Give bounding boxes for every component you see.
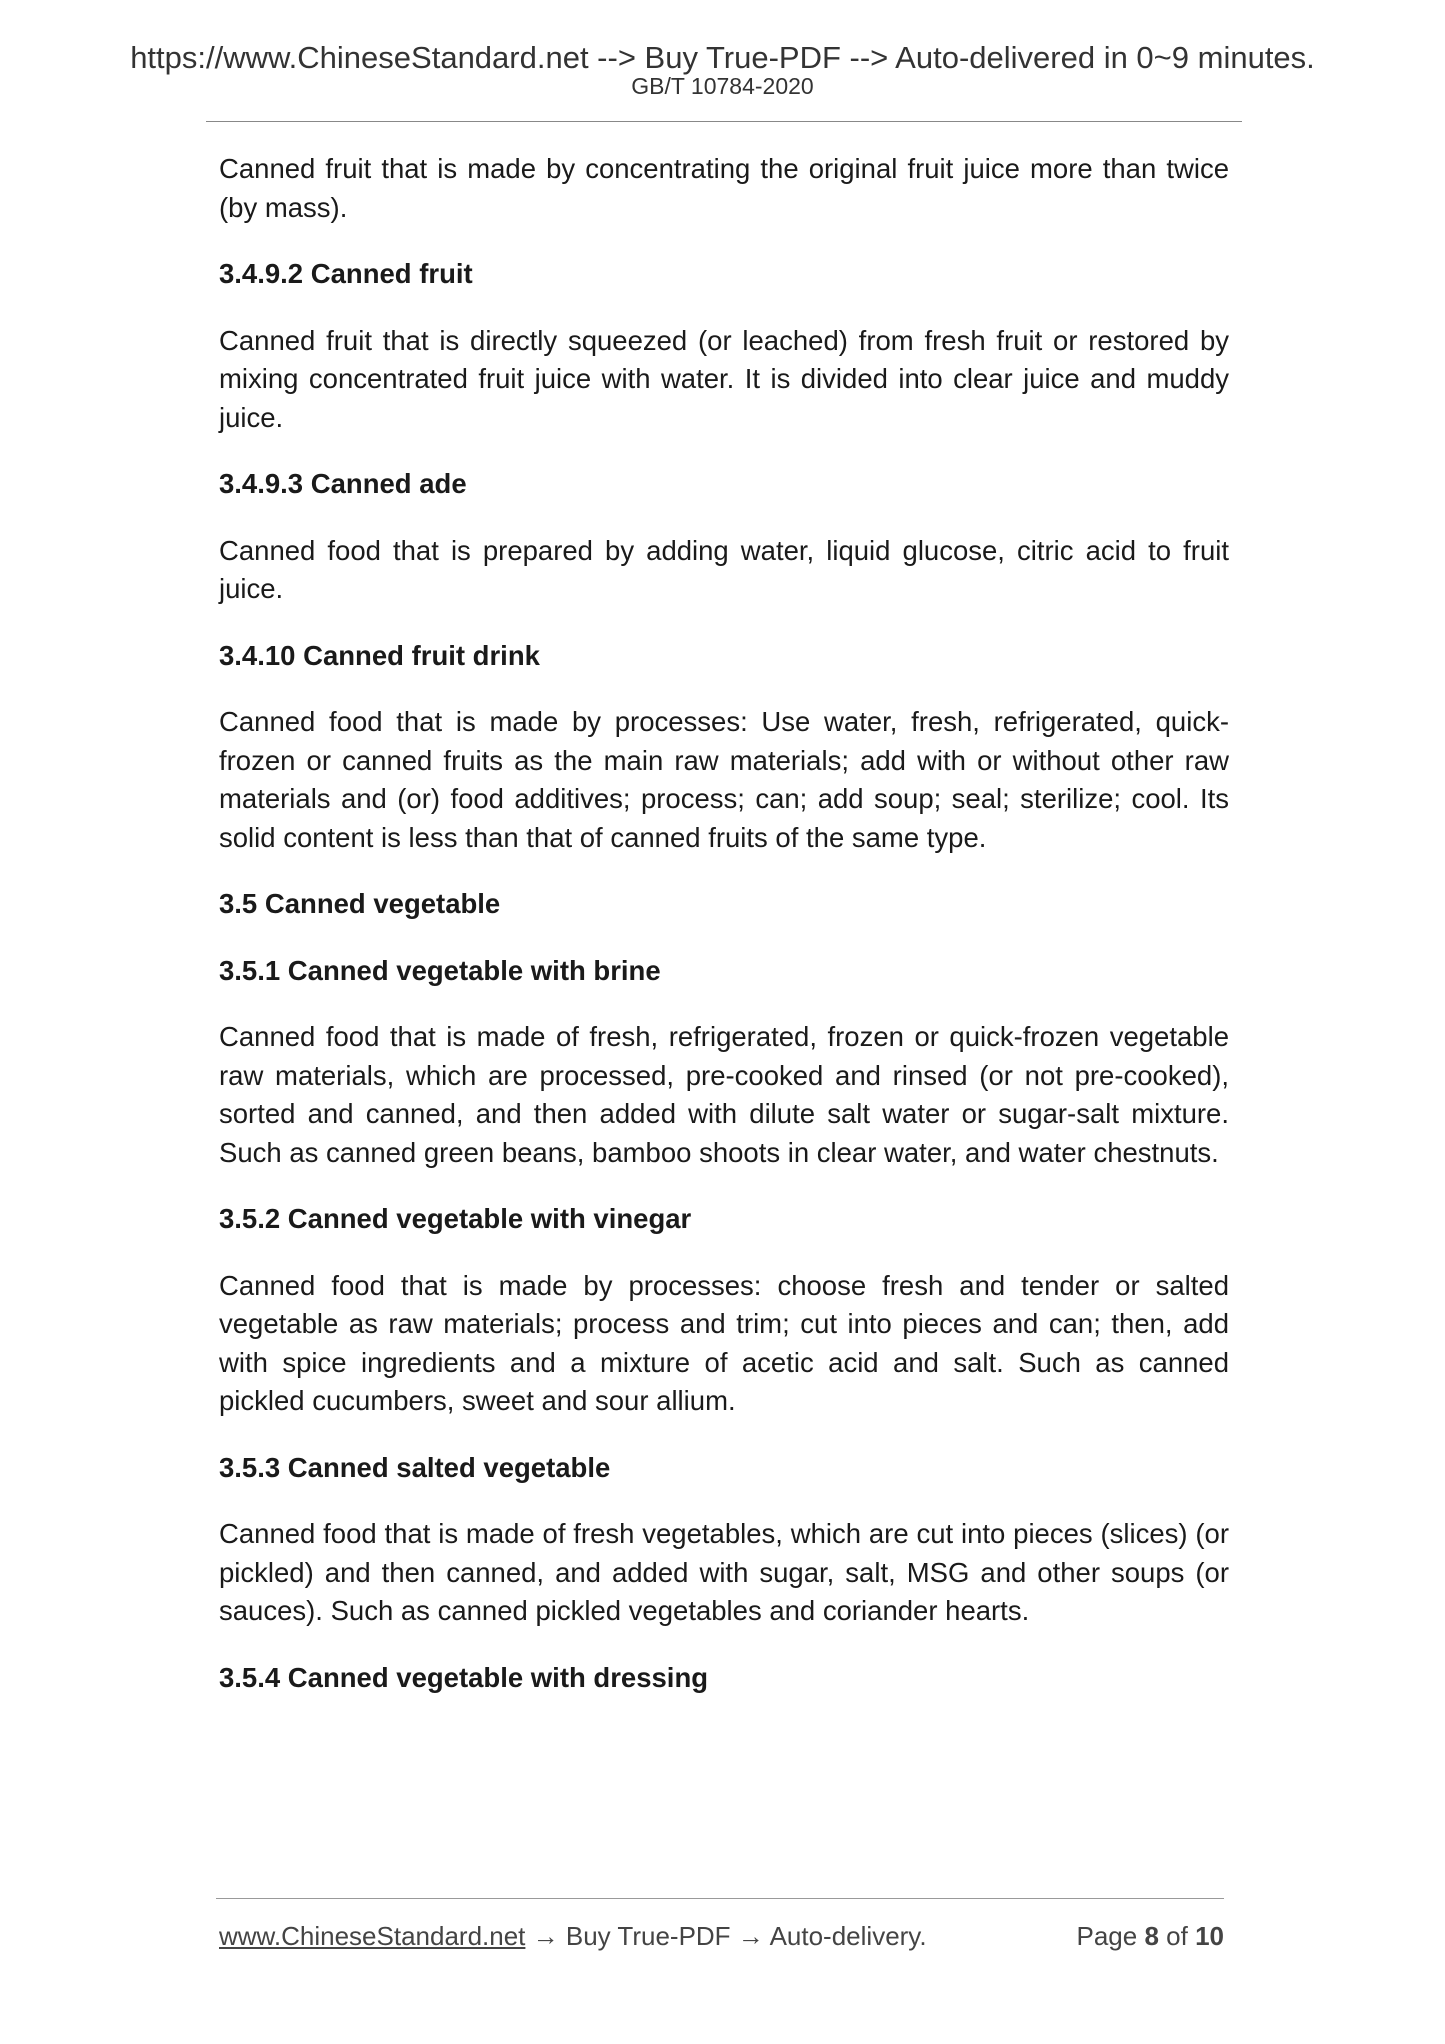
footer-site-link[interactable]: www.ChineseStandard.net <box>219 1921 526 1951</box>
heading-3-5-3: 3.5.3 Canned salted vegetable <box>219 1451 611 1483</box>
heading-3-5-1: 3.5.1 Canned vegetable with brine <box>219 954 661 986</box>
header-divider <box>206 121 1242 122</box>
page-of-label: of <box>1166 1921 1188 1951</box>
heading-3-5-4: 3.5.4 Canned vegetable with dressing <box>219 1661 709 1693</box>
heading-3-4-9-2: 3.4.9.2 Canned fruit <box>219 258 473 289</box>
heading-3-5-2: 3.5.2 Canned vegetable with vinegar <box>219 1203 692 1234</box>
paragraph-vegetable-brine: Canned food that is made of fresh, refrigerated, frozen or quick-frozen vegetable raw materials, which are processed, pre-cooked and rinsed (or not pre-cooked), sorted and canned, and then added with dilute salt water or sugar-salt mixture. Such as canned green beans, bamboo shoots in clear water, and water chestnuts. <box>219 1021 1229 1168</box>
heading-3-4-10: 3.4.10 Canned fruit drink <box>219 639 540 671</box>
heading-3-5: 3.5 Canned vegetable <box>219 888 501 919</box>
paragraph-canned-ade: Canned food that is prepared by adding water, liquid glucose, citric acid to fruit juice. <box>219 534 1229 604</box>
heading-3-4-9-3: 3.4.9.3 Canned ade <box>219 468 467 499</box>
paragraph-canned-fruit-drink: Canned food that is made by processes: Use water, fresh, refrigerated, quick-frozen or canned fruits as the main raw materials; add with or without other raw materials and (or) food additives; process; can; add soup; seal; sterilize; cool. Its solid content is less than that of canned fruits of the same type. <box>219 706 1229 853</box>
page-total: 10 <box>1195 1921 1224 1951</box>
paragraph-canned-fruit: Canned fruit that is directly squeezed (or leached) from fresh fruit or restored by mixing concentrated fruit juice with water. It is divided into clear juice and muddy juice. <box>219 324 1229 433</box>
source-banner: https://www.ChineseStandard.net --> Buy True-PDF --> Auto-delivered in 0~9 minutes. <box>130 40 1315 75</box>
paragraph-vegetable-vinegar: Canned food that is made by processes: choose fresh and tender or salted vegetable as raw materials; process and trim; cut into pieces and can; then, add with spice ingredients and a mixture of acetic acid and salt. Such as canned pickled cucumbers, sweet and sour allium. <box>219 1269 1229 1416</box>
footer-promo <box>219 1920 927 1952</box>
standard-code: GB/T 10784-2020 <box>631 73 814 99</box>
page-label: Page <box>1076 1921 1138 1951</box>
footer-divider <box>216 1898 1224 1899</box>
paragraph-salted-vegetable: Canned food that is made of fresh vegetables, which are cut into pieces (slices) (or pickled) and then canned, and added with sugar, salt, MSG and other soups (or sauces). Such as canned pickled vegetables and coriander hearts. <box>219 1518 1229 1626</box>
document-body <box>219 150 1229 1697</box>
page-current: 8 <box>1144 1921 1159 1951</box>
footer-tagline: → Buy True-PDF → Auto-delivery. <box>525 1921 927 1951</box>
paragraph-fruit-concentrate: Canned fruit that is made by concentrating the original fruit juice more than twice (by mass). <box>219 153 1229 223</box>
page-number <box>1076 1920 1224 1952</box>
